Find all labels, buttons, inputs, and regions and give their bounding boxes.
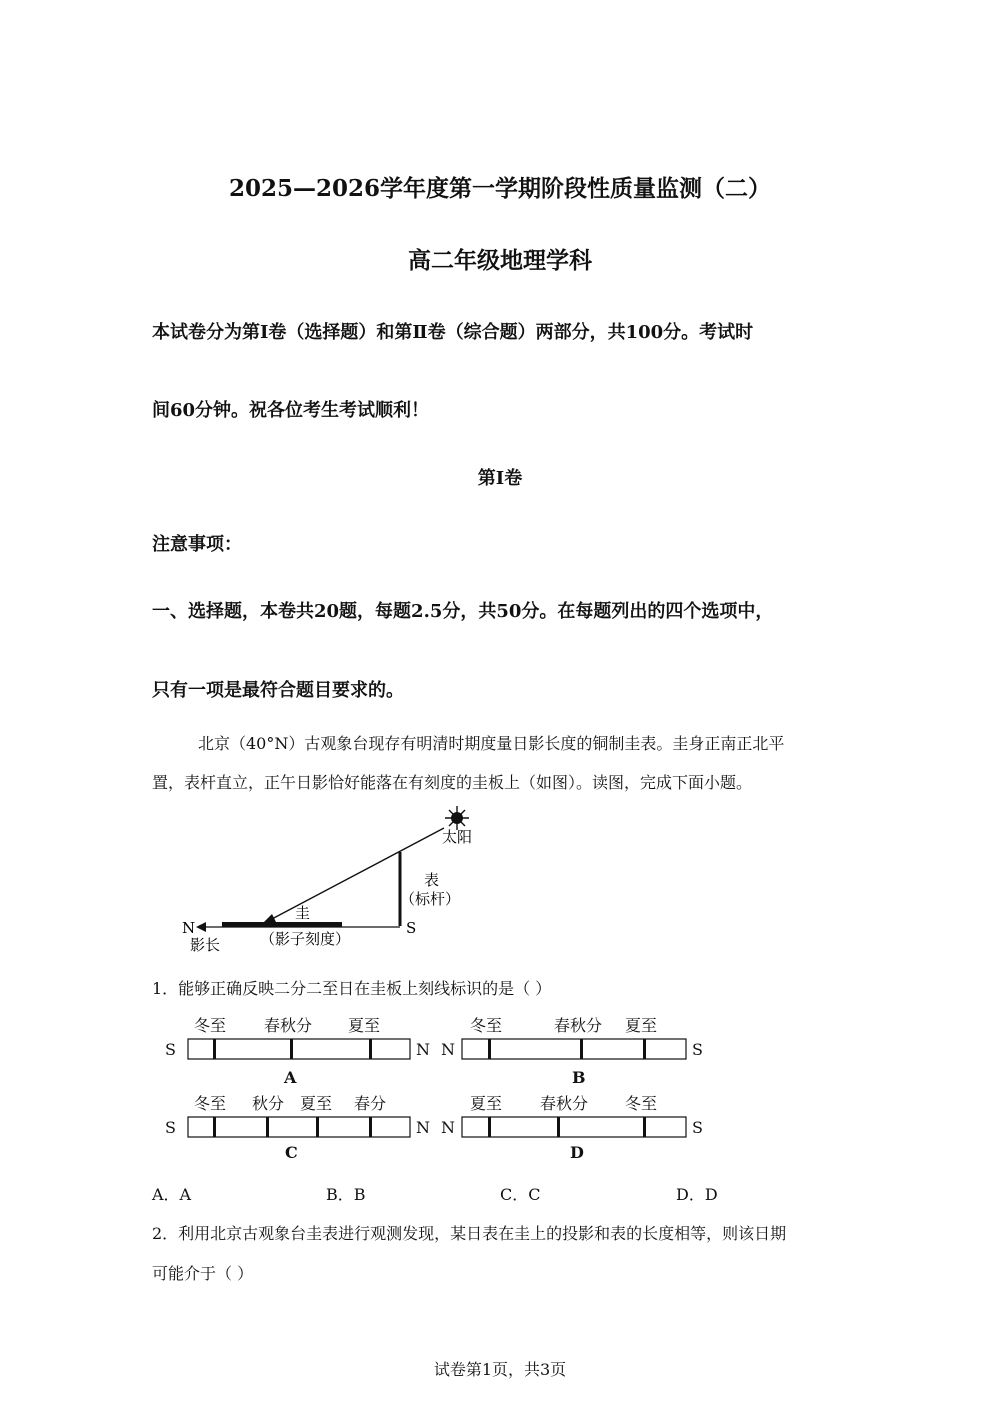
board-sub-label: （影子刻度） (260, 930, 351, 948)
south-label: S (406, 919, 417, 937)
pole-sub-label: （标杆） (400, 890, 461, 908)
shadow-board (222, 922, 342, 927)
question-1-diagrams (150, 1010, 730, 1170)
diagram-a (165, 1016, 430, 1087)
svg-text:D: D (570, 1143, 584, 1162)
svg-text:春秋分: 春秋分 (540, 1094, 589, 1113)
svg-text:N: N (441, 1040, 455, 1059)
option-a: A．A (152, 1185, 192, 1204)
svg-text:春分: 春分 (354, 1094, 387, 1113)
svg-text:春秋分: 春秋分 (264, 1016, 313, 1035)
sun-label: 太阳 (442, 828, 473, 846)
question-1-stem: 1．能够正确反映二分二至日在圭板上刻线标识的是（ ） (152, 979, 552, 998)
svg-text:冬至: 冬至 (625, 1094, 658, 1113)
intro-line-1: 本试卷分为第Ⅰ卷（选择题）和第Ⅱ卷（综合题）两部分，共100分。考试时 (152, 322, 754, 343)
svg-text:冬至: 冬至 (470, 1016, 503, 1035)
option-d: D．D (676, 1185, 718, 1204)
section-instruction-2: 只有一项是最符合题目要求的。 (152, 680, 404, 701)
svg-text:N: N (441, 1118, 455, 1137)
pole-label: 表 (424, 871, 440, 889)
svg-text:冬至: 冬至 (194, 1016, 227, 1035)
svg-text:S: S (165, 1040, 176, 1059)
volume-heading: 第Ⅰ卷 (477, 468, 523, 489)
board-label: 圭 (295, 904, 311, 922)
intro-line-2: 间60分钟。祝各位考生考试顺利！ (152, 400, 430, 421)
question-2-line-2: 可能介于（ ） (152, 1264, 254, 1283)
svg-text:N: N (416, 1118, 430, 1137)
svg-text:冬至: 冬至 (194, 1094, 227, 1113)
subject-title: 高二年级地理学科 (408, 247, 592, 274)
svg-text:S: S (692, 1118, 703, 1137)
option-c: C．C (500, 1185, 541, 1204)
sun-icon (445, 806, 469, 830)
diagram-b (441, 1016, 703, 1087)
svg-text:A: A (284, 1068, 297, 1087)
svg-text:夏至: 夏至 (348, 1016, 381, 1035)
diagram-c (165, 1094, 430, 1162)
shadow-length-label: 影长 (190, 936, 221, 954)
svg-text:C: C (285, 1143, 298, 1162)
north-arrowhead (196, 922, 206, 932)
svg-text:S: S (165, 1118, 176, 1137)
svg-text:S: S (692, 1040, 703, 1059)
north-label: N (182, 919, 196, 937)
svg-text:夏至: 夏至 (300, 1094, 333, 1113)
passage-line-2: 置，表杆直立，正午日影恰好能落在有刻度的圭板上（如图）。读图，完成下面小题。 (152, 773, 753, 792)
question-2-line-1: 2．利用北京古观象台圭表进行观测发现，某日表在圭上的投影和表的长度相等，则该日期 (152, 1224, 787, 1243)
section-instruction-1: 一、选择题，本卷共20题，每题2.5分，共50分。在每题列出的四个选项中， (152, 601, 774, 622)
page-footer: 试卷第1页，共3页 (433, 1360, 567, 1379)
svg-text:夏至: 夏至 (625, 1016, 658, 1035)
svg-text:夏至: 夏至 (470, 1094, 503, 1113)
svg-text:春秋分: 春秋分 (554, 1016, 603, 1035)
option-b: B．B (326, 1185, 366, 1204)
gnomon-figure (150, 800, 510, 960)
diagram-d (441, 1094, 703, 1162)
svg-text:B: B (572, 1068, 586, 1087)
svg-text:N: N (416, 1040, 430, 1059)
exam-title: 2025—2026学年度第一学期阶段性质量监测（二） (228, 175, 772, 202)
svg-text:秋分: 秋分 (252, 1094, 285, 1113)
notice-heading: 注意事项： (152, 534, 242, 555)
passage-line-1: 北京（40°N）古观象台现存有明清时期度量日影长度的铜制圭表。圭身正南正北平 (198, 734, 785, 753)
